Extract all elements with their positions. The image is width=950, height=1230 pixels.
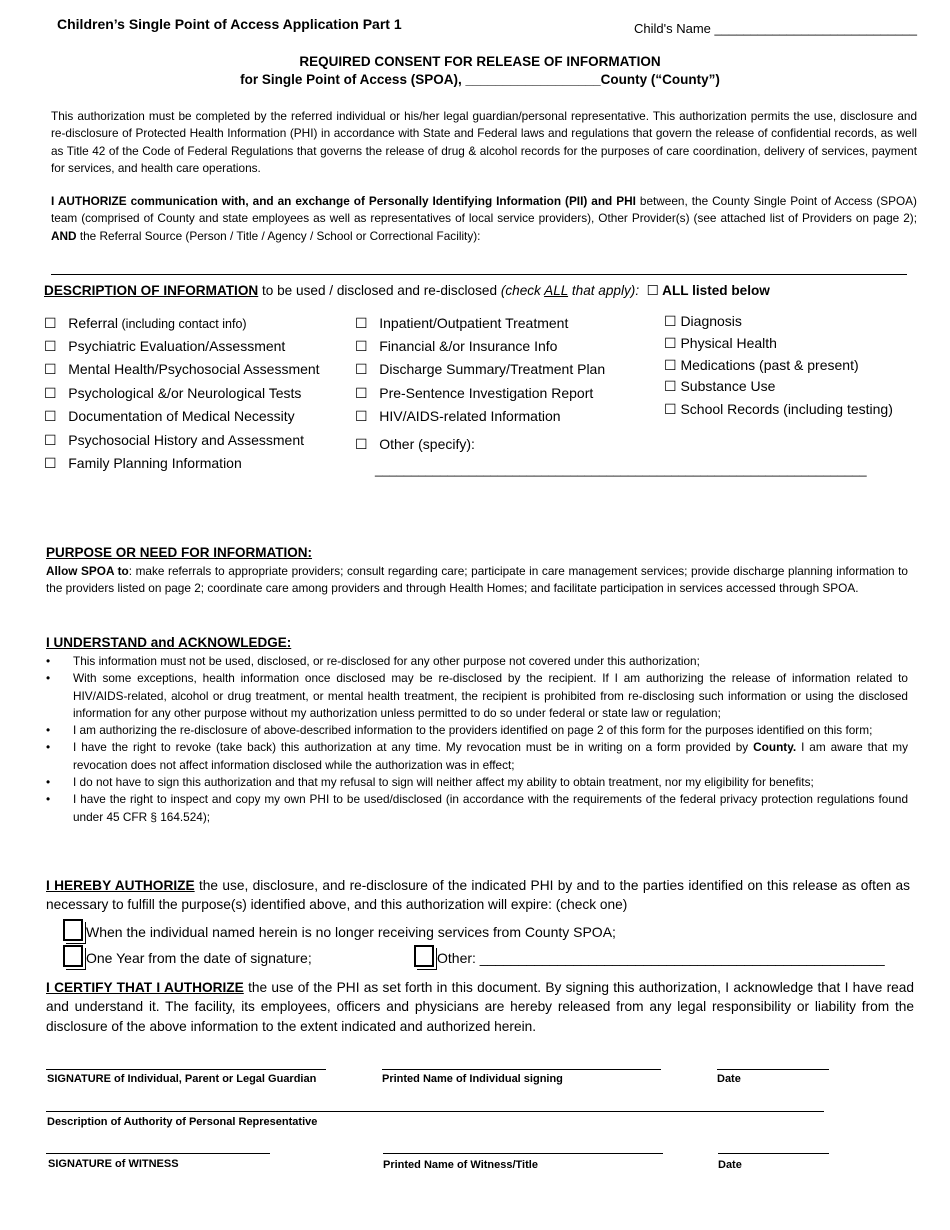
info-item-label: Discharge Summary/Treatment Plan (379, 361, 606, 377)
info-item-diagnosis[interactable]: ☐ Diagnosis (664, 313, 742, 329)
understand-heading: I UNDERSTAND and ACKNOWLEDGE: (46, 635, 292, 650)
expire-option-label: Other: ____________________________________________________ (437, 950, 885, 966)
certify-text: the use of the PHI as set forth in this document. By signing this authorization, I acknowledge that I have read and understand it. The facility, its employees, officers and physicians are hereby released from any legal responsibility or liability from the disclosure of the above information to the extent indicated and authorized herein. (46, 980, 914, 1034)
consent-title: REQUIRED CONSENT FOR RELEASE OF INFORMATION (299, 54, 661, 69)
authorize-text: between, the County Single Point of Access (SPOA) team (comprised of County and state employees as well as representatives of local service providers), Other Provider(s) (see attached list of Providers on page 2); (51, 194, 917, 226)
intro-paragraph: This authorization must be completed by the referred individual or his/her legal guardian/personal representative. This authorization permits the use, disclosure and re-disclosure of Protected Health Information (PHI) in accordance with State and Federal laws and regulations that govern the release of confidential records, as well as Title 42 of the Code of Federal Regulations that governs the release of drug & alcohol records for the purposes of care coordination, delivery of services, payment for services, and health care operations. (51, 109, 917, 175)
checkbox-icon[interactable]: ☐ (355, 436, 368, 452)
purpose-lead: Allow SPOA to (46, 564, 129, 578)
list-item: • With some exceptions, health information once disclosed may be re-disclosed by the recipient. If I am authorizing the release of information related to HIV/AIDS-related, alcohol or drug treatment, or mental health treatment, the recipient is prohibited from re-disclosing such information or using the disclosed information for any other purpose without my authorization unless permitted to do so under federal or state law or regulation; (46, 670, 908, 722)
authority-label: Description of Authority of Personal Representative (47, 1116, 318, 1128)
printed-witness-line[interactable] (383, 1153, 663, 1154)
certify-paragraph (46, 978, 914, 1036)
checkbox-icon[interactable]: ☐ (44, 408, 57, 424)
info-item-label: Psychiatric Evaluation/Assessment (68, 338, 286, 354)
info-item-psychological[interactable] (44, 385, 301, 402)
purpose-text: : make referrals to appropriate providers; consult regarding care; participate in care management services; provide discharge planning information to the providers listed on page 2; coordinate care among providers and through Health Homes; and facilitate participation in services accessed through SPOA. (46, 564, 908, 596)
checkbox-icon[interactable]: ☐ (355, 385, 368, 401)
checkbox-icon[interactable]: ☐ (44, 315, 57, 331)
info-item-label: Financial &/or Insurance Info (379, 338, 558, 354)
checkbox-icon[interactable] (63, 919, 83, 941)
date1-label: Date (717, 1073, 741, 1085)
child-name-field[interactable]: Child's Name ____________________________ (634, 21, 917, 36)
checkbox-icon[interactable]: ☐ (355, 361, 368, 377)
printed-individual-label: Printed Name of Individual signing (382, 1073, 563, 1085)
info-item-medications[interactable]: ☐ Medications (past & present) (664, 357, 859, 373)
info-item-referral[interactable] (44, 315, 247, 332)
expire-option-label: One Year from the date of signature; (86, 950, 312, 966)
checkbox-icon[interactable]: ☐ (44, 361, 57, 377)
consent-subtitle: for Single Point of Access (SPOA), __________________County (“County”) (240, 72, 720, 87)
info-item-label: HIV/AIDS-related Information (379, 408, 561, 424)
checkbox-icon[interactable]: ☐ (355, 315, 368, 331)
description-check-all: ALL (544, 283, 569, 298)
authorize-text2: the Referral Source (Person / Title / Agency / School or Correctional Facility): (76, 228, 481, 243)
checkbox-icon[interactable] (63, 945, 83, 967)
info-item-family-planning[interactable] (44, 455, 242, 472)
expire-option-one-year[interactable] (63, 945, 312, 967)
info-item-pre-sentence[interactable] (355, 385, 593, 402)
signature-individual-line[interactable] (46, 1069, 326, 1070)
authorize-lead: I AUTHORIZE communication with, and an exchange of Personally Identifying Information (PII) and PHI (51, 194, 636, 208)
checkbox-icon[interactable]: ☐ (44, 432, 57, 448)
list-item: • I do not have to sign this authorization and that my refusal to sign will neither affect my ability to obtain treatment, nor my eligibility for benefits; (46, 774, 908, 791)
info-item-financial[interactable] (355, 338, 557, 355)
signature-witness-label: SIGNATURE of WITNESS (48, 1158, 179, 1170)
info-item-physical-health[interactable]: ☐ Physical Health (664, 335, 777, 351)
printed-individual-line[interactable] (382, 1069, 661, 1070)
expire-option-no-longer-receiving[interactable] (63, 919, 616, 941)
hereby-heading: I HEREBY AUTHORIZE (46, 878, 195, 893)
referral-source-line[interactable] (51, 274, 907, 275)
understand-list (46, 653, 908, 826)
date2-label: Date (718, 1159, 742, 1171)
printed-witness-label: Printed Name of Witness/Title (383, 1159, 538, 1171)
checkbox-icon[interactable] (414, 945, 434, 967)
info-item-label: Psychosocial History and Assessment (68, 432, 304, 448)
date1-line[interactable] (717, 1069, 829, 1070)
expire-option-label: When the individual named herein is no longer receiving services from County SPOA; (86, 924, 616, 940)
info-item-school-records[interactable]: ☐ School Records (including testing) (664, 401, 893, 417)
info-item-label: Psychological &/or Neurological Tests (68, 385, 302, 401)
description-check-post: that apply): (568, 283, 640, 298)
info-item-medical-necessity[interactable] (44, 408, 295, 425)
authorize-and: AND (51, 228, 77, 243)
signature-witness-line[interactable] (46, 1153, 270, 1154)
other-specify-line[interactable]: ____________________________________________________________________ (375, 462, 867, 477)
authorize-paragraph (51, 193, 917, 245)
form-title: Children’s Single Point of Access Application Part 1 (57, 16, 402, 32)
info-item-label: Referral (68, 315, 119, 331)
list-item: • I am authorizing the re-disclosure of above-described information to the providers identified on page 2 of this form for the purposes identified on this form; (46, 722, 908, 739)
purpose-heading: PURPOSE OR NEED FOR INFORMATION: (46, 545, 313, 560)
info-item-other[interactable] (355, 436, 475, 453)
info-item-label: Inpatient/Outpatient Treatment (379, 315, 569, 331)
certify-heading: I CERTIFY THAT I AUTHORIZE (46, 980, 244, 995)
checkbox-icon[interactable]: ☐ (44, 455, 57, 471)
info-item-label: Pre-Sentence Investigation Report (379, 385, 594, 401)
checkbox-icon[interactable]: ☐ (355, 408, 368, 424)
checkbox-icon[interactable]: ☐ (44, 338, 57, 354)
checkbox-icon[interactable]: ☐ (355, 338, 368, 354)
info-item-hiv[interactable] (355, 408, 561, 425)
list-item: • I have the right to revoke (take back) this authorization at any time. My revocation must be in writing on a form provided by County. I am aware that my revocation does not affect information disclosed while the authorization was in effect; (46, 739, 908, 774)
info-item-label: Documentation of Medical Necessity (68, 408, 295, 424)
info-item-inpatient[interactable] (355, 315, 568, 332)
info-item-label: Other (specify): (379, 436, 475, 452)
expire-option-other[interactable] (414, 945, 885, 967)
hereby-paragraph (46, 876, 910, 915)
purpose-paragraph (46, 563, 908, 598)
list-item: • This information must not be used, disclosed, or re-disclosed for any other purpose not covered under this authorization; (46, 653, 908, 670)
hereby-text: the use, disclosure, and re-disclosure of the indicated PHI by and to the parties identified on this release as often as necessary to fulfill the purpose(s) identified above, and this authorization will expire: (check one) (46, 878, 910, 913)
info-item-label: Family Planning Information (68, 455, 242, 471)
info-item-discharge[interactable] (355, 361, 605, 378)
description-heading: DESCRIPTION OF INFORMATION (44, 283, 259, 298)
signature-individual-label: SIGNATURE of Individual, Parent or Legal Guardian (47, 1073, 317, 1085)
info-item-psychosocial-history[interactable] (44, 432, 304, 449)
info-item-note: (including contact info) (118, 317, 247, 331)
description-check-pre: (check (500, 283, 545, 298)
checkbox-icon[interactable]: ☐ (44, 385, 57, 401)
date2-line[interactable] (718, 1153, 829, 1154)
description-text: to be used / disclosed and re-disclosed (258, 283, 501, 298)
info-item-psychiatric[interactable] (44, 338, 285, 355)
authority-line[interactable] (46, 1111, 824, 1112)
info-item-mental-health[interactable] (44, 361, 320, 378)
all-listed-checkbox[interactable]: ☐ ALL listed below (646, 283, 770, 298)
info-item-label: Mental Health/Psychosocial Assessment (68, 361, 320, 377)
list-item: • I have the right to inspect and copy my own PHI to be used/disclosed (in accordance with the requirements of the federal privacy protection regulations found under 45 CFR § 164.524); (46, 791, 908, 826)
description-heading-line (44, 283, 770, 299)
info-item-substance-use[interactable]: ☐ Substance Use (664, 378, 776, 394)
